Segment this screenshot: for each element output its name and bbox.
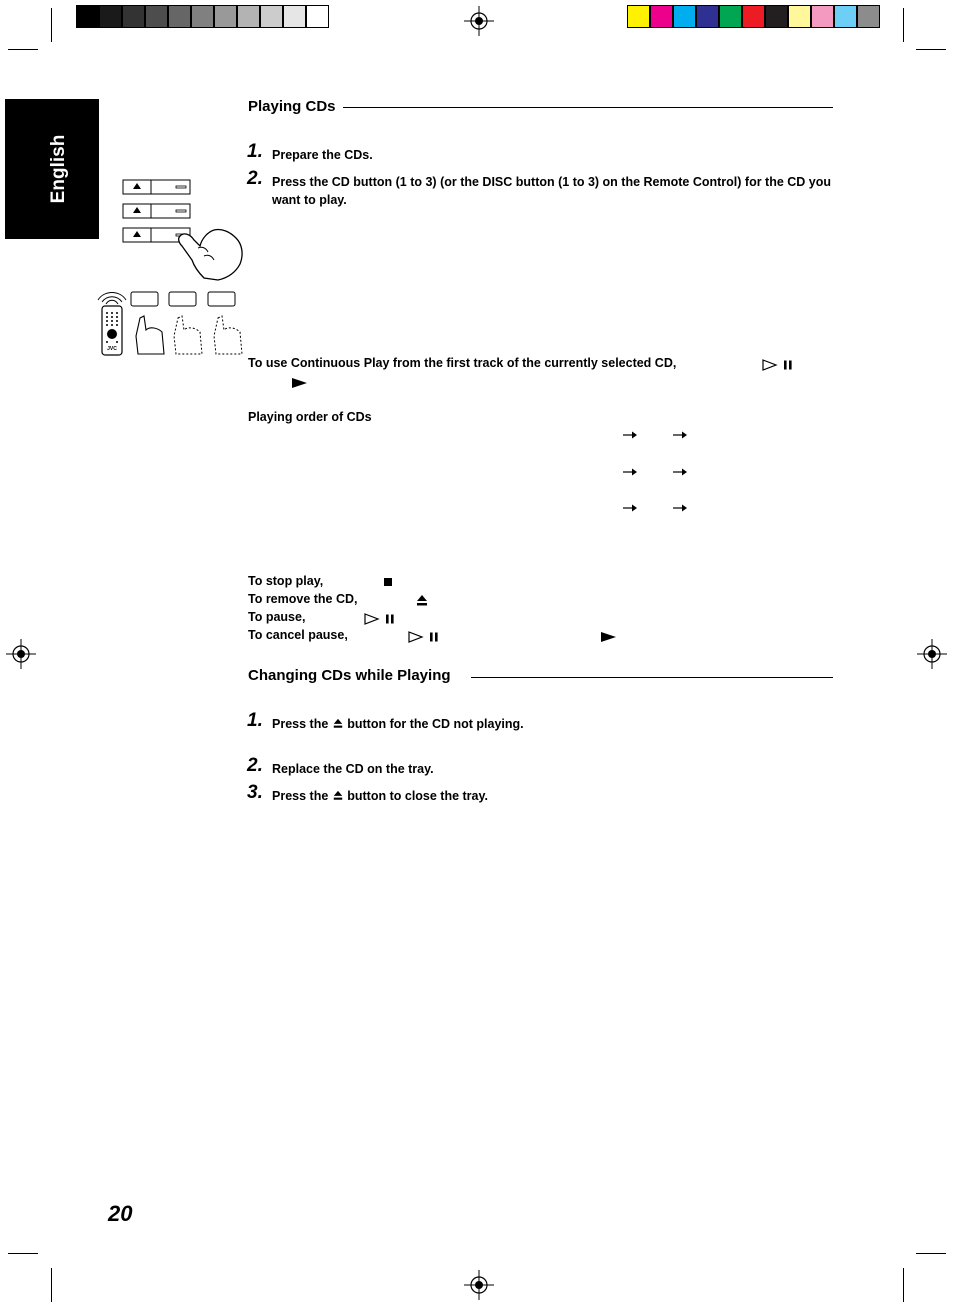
playing-order-label: Playing order of CDs xyxy=(248,410,372,424)
color-swatch xyxy=(720,6,741,27)
color-swatch xyxy=(743,6,764,27)
arrow-right-icon xyxy=(622,467,638,477)
color-swatch xyxy=(307,6,328,27)
cancel-pause-text: To cancel pause, xyxy=(248,628,348,642)
arrow-right-icon xyxy=(622,430,638,440)
arrow-right-icon xyxy=(672,467,688,477)
color-swatch xyxy=(284,6,305,27)
gray-calibration-bar xyxy=(75,0,330,30)
crop-mark xyxy=(8,49,38,50)
cd-unit-illustration xyxy=(118,172,248,287)
stop-icon xyxy=(383,577,393,587)
step-text-post: button for the CD not playing. xyxy=(347,717,524,731)
pause-text: To pause, xyxy=(248,610,306,624)
crop-mark xyxy=(903,8,904,42)
play-pause-icon xyxy=(364,613,398,625)
registration-target-icon xyxy=(917,639,947,669)
color-swatch xyxy=(123,6,144,27)
eject-icon xyxy=(332,790,344,801)
color-swatch xyxy=(261,6,282,27)
arrow-right-icon xyxy=(672,430,688,440)
color-swatch xyxy=(192,6,213,27)
registration-target-icon xyxy=(6,639,36,669)
color-swatch xyxy=(77,6,98,27)
language-tab xyxy=(5,99,99,239)
eject-icon xyxy=(332,718,344,729)
color-swatch xyxy=(697,6,718,27)
arrow-right-icon xyxy=(672,503,688,513)
step-text: Prepare the CDs. xyxy=(272,148,373,162)
section-rule xyxy=(343,107,833,108)
remove-cd-text: To remove the CD, xyxy=(248,592,358,606)
step-text-pre: Press the xyxy=(272,717,329,731)
continuous-play-text: To use Continuous Play from the first track of the currently selected CD, xyxy=(248,356,677,370)
color-swatch xyxy=(835,6,856,27)
color-swatch xyxy=(169,6,190,27)
play-icon xyxy=(600,631,618,643)
color-swatch xyxy=(789,6,810,27)
step-number: 1. xyxy=(247,141,263,162)
step-text: Press the CD button (1 to 3) (or the DISC button (1 to 3) on the Remote Control) for the CD you want to play. xyxy=(272,175,832,207)
crop-mark xyxy=(903,1268,904,1302)
registration-target-icon xyxy=(464,6,494,36)
color-swatch xyxy=(651,6,672,27)
crop-mark xyxy=(916,49,946,50)
color-swatch xyxy=(238,6,259,27)
crop-mark xyxy=(51,8,52,42)
step-number: 3. xyxy=(247,782,263,803)
color-swatch xyxy=(812,6,833,27)
eject-icon xyxy=(415,594,429,607)
step-number: 2. xyxy=(247,168,263,189)
stop-play-text: To stop play, xyxy=(248,574,324,588)
step-text: Replace the CD on the tray. xyxy=(272,762,434,776)
play-icon xyxy=(291,377,309,389)
color-swatch xyxy=(674,6,695,27)
color-swatch xyxy=(766,6,787,27)
step-text xyxy=(272,715,524,733)
crop-mark xyxy=(8,1253,38,1254)
crop-mark xyxy=(51,1268,52,1302)
step-text-post: button to close the tray. xyxy=(347,789,488,803)
arrow-right-icon xyxy=(622,503,638,513)
crop-mark xyxy=(916,1253,946,1254)
remote-brand-label: JVC xyxy=(107,346,117,352)
color-swatch xyxy=(858,6,879,27)
section-title-playing-cds: Playing CDs xyxy=(248,98,336,115)
play-pause-icon xyxy=(762,359,796,371)
section-title-changing-cds: Changing CDs while Playing xyxy=(248,667,451,684)
section-rule xyxy=(471,677,833,678)
step-number: 2. xyxy=(247,755,263,776)
play-pause-icon xyxy=(408,631,442,643)
color-swatch xyxy=(146,6,167,27)
color-calibration-bar xyxy=(626,0,881,30)
language-tab-label: English xyxy=(48,134,69,204)
color-swatch xyxy=(100,6,121,27)
page-number: 20 xyxy=(108,1201,133,1226)
step-text-pre: Press the xyxy=(272,789,329,803)
step-number: 1. xyxy=(247,710,263,731)
color-swatch xyxy=(215,6,236,27)
step-text xyxy=(272,787,488,805)
color-swatch xyxy=(628,6,649,27)
registration-target-icon xyxy=(464,1270,494,1300)
